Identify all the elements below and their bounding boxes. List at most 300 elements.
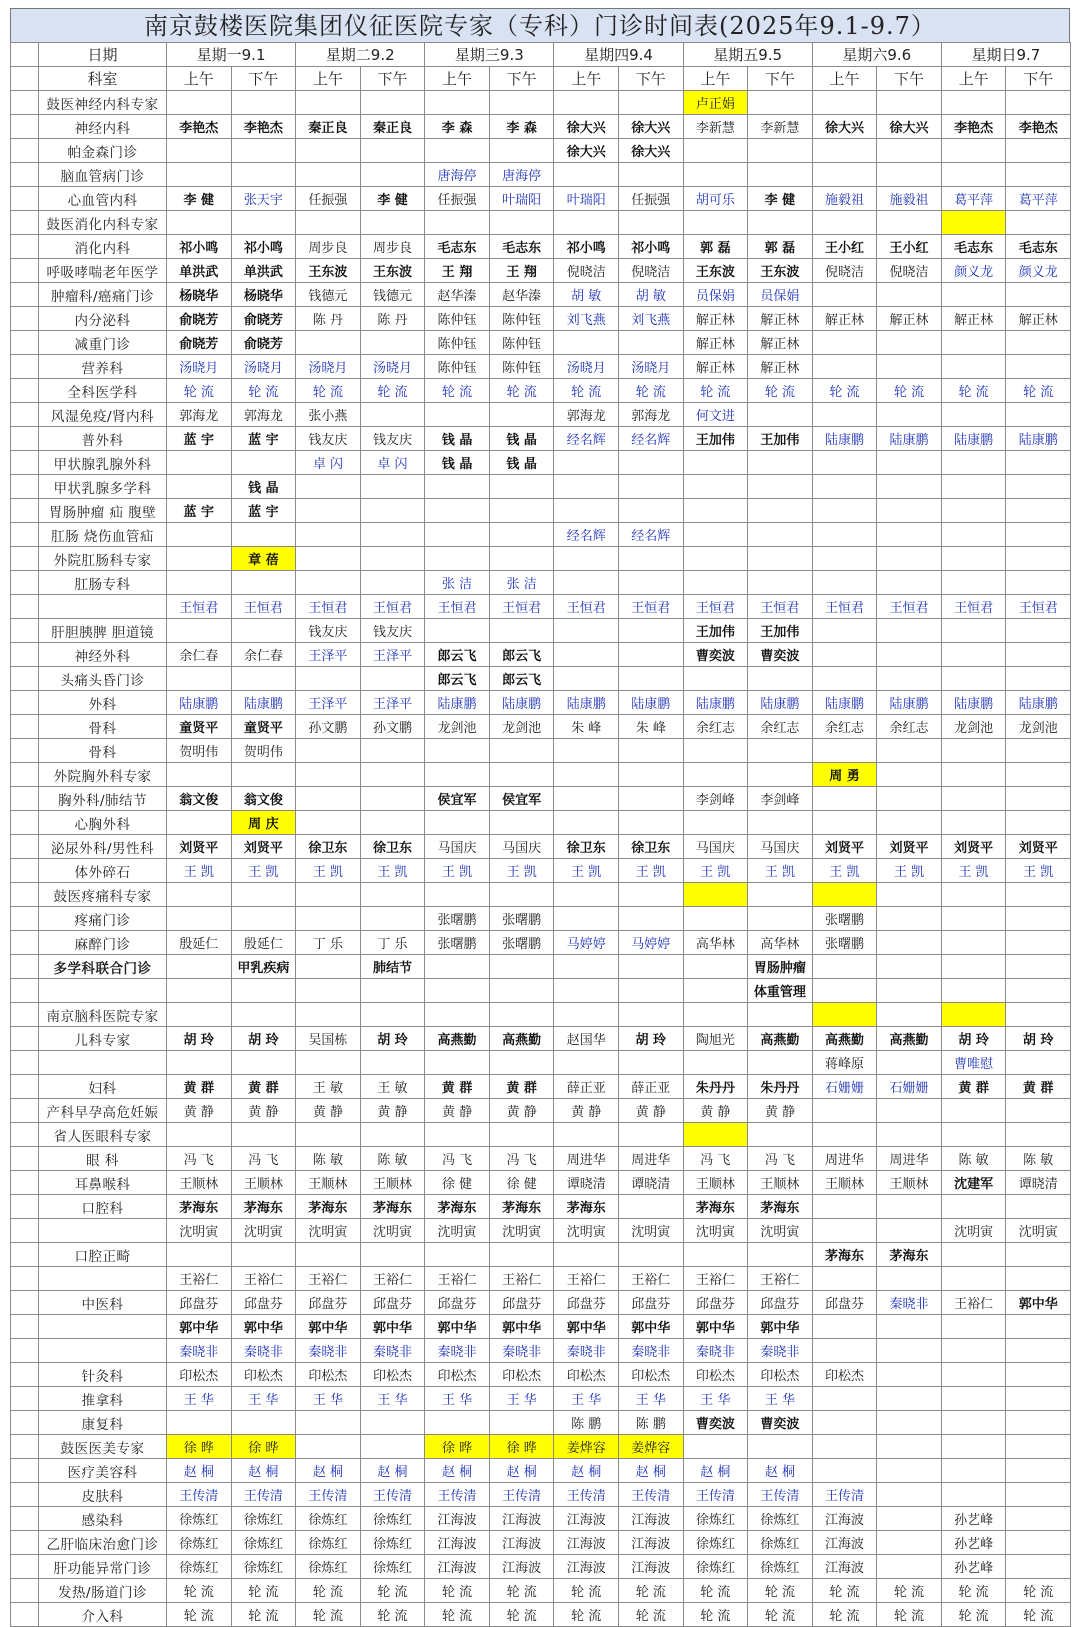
schedule-cell: 童贤平 [231,715,296,739]
schedule-cell: 祁小鸣 [167,235,232,259]
schedule-cell: 肺结节 [360,955,425,979]
schedule-cell [683,1123,748,1147]
schedule-cell: 邱盘芬 [489,1291,554,1315]
schedule-cell [877,1315,942,1339]
schedule-cell: 王东波 [296,259,361,283]
pm-label: 下午 [360,67,425,91]
schedule-cell: 印松杰 [489,1363,554,1387]
row-gutter [11,475,39,499]
schedule-cell: 李艳杰 [167,115,232,139]
schedule-cell: 王恒君 [489,595,554,619]
schedule-cell [812,1435,877,1459]
table-row [11,1219,1071,1243]
schedule-cell: 郭海龙 [167,403,232,427]
schedule-cell: 邱盘芬 [296,1291,361,1315]
schedule-cell: 王东波 [748,259,813,283]
schedule-cell: 毛志东 [489,235,554,259]
schedule-cell [877,955,942,979]
schedule-cell [167,811,232,835]
schedule-cell: 王裕仁 [748,1267,813,1291]
schedule-cell [167,475,232,499]
schedule-cell [360,883,425,907]
schedule-cell [360,91,425,115]
schedule-cell [812,1315,877,1339]
schedule-cell: 王 凯 [231,859,296,883]
pm-label: 下午 [231,67,296,91]
schedule-cell [360,163,425,187]
schedule-cell [683,667,748,691]
table-row [11,1531,1071,1555]
schedule-cell: 王 华 [231,1387,296,1411]
schedule-cell: 汤晓月 [296,355,361,379]
schedule-cell [618,787,683,811]
schedule-cell [877,1051,942,1075]
schedule-cell: 轮 流 [941,1579,1006,1603]
schedule-cell: 轮 流 [941,379,1006,403]
schedule-cell [296,139,361,163]
schedule-cell: 陈 丹 [360,307,425,331]
row-gutter [11,1075,39,1099]
table-row [11,1603,1071,1627]
schedule-cell [360,667,425,691]
row-gutter [11,979,39,1003]
schedule-cell [748,475,813,499]
schedule-cell: 徐卫东 [360,835,425,859]
table-row [11,451,1071,475]
schedule-cell: 高燕勤 [748,1027,813,1051]
schedule-cell: 孙艺峰 [941,1555,1006,1579]
schedule-cell [941,619,1006,643]
row-gutter [11,1411,39,1435]
schedule-cell: 余红志 [812,715,877,739]
schedule-cell [554,571,619,595]
schedule-cell: 轮 流 [618,379,683,403]
schedule-cell [941,499,1006,523]
schedule-cell: 周 勇 [812,763,877,787]
department-label: 外院肛肠科专家 [39,547,167,571]
table-row [11,1195,1071,1219]
schedule-cell [554,643,619,667]
dept-label: 科室 [39,67,167,91]
schedule-cell: 沈建军 [941,1171,1006,1195]
row-gutter [11,427,39,451]
schedule-cell: 沈明寅 [554,1219,619,1243]
schedule-cell [618,331,683,355]
department-label: 普外科 [39,427,167,451]
row-gutter [11,1243,39,1267]
schedule-cell [618,1243,683,1267]
schedule-cell: 王 凯 [425,859,490,883]
schedule-sheet [10,8,1070,1627]
schedule-cell [554,547,619,571]
schedule-cell: 赵 桐 [489,1459,554,1483]
schedule-cell: 李艳杰 [231,115,296,139]
schedule-cell [618,763,683,787]
schedule-cell [296,211,361,235]
schedule-cell [360,1123,425,1147]
department-label: 乙肝临床治愈门诊 [39,1531,167,1555]
schedule-cell [877,523,942,547]
schedule-cell: 陆康鹏 [167,691,232,715]
schedule-cell: 徐炼红 [231,1507,296,1531]
schedule-cell [425,1123,490,1147]
schedule-cell [812,1339,877,1363]
schedule-cell [1006,1387,1071,1411]
schedule-cell: 轮 流 [296,379,361,403]
schedule-cell [812,643,877,667]
schedule-cell: 轮 流 [231,1579,296,1603]
schedule-cell [167,763,232,787]
schedule-cell: 轮 流 [360,1579,425,1603]
schedule-cell [296,979,361,1003]
schedule-cell: 周进华 [554,1147,619,1171]
schedule-cell: 杨晓华 [167,283,232,307]
schedule-cell: 徐卫东 [296,835,361,859]
schedule-cell [425,1003,490,1027]
schedule-cell [231,1411,296,1435]
schedule-cell: 王传清 [231,1483,296,1507]
schedule-cell [231,907,296,931]
schedule-cell [489,979,554,1003]
schedule-cell: 赵 桐 [425,1459,490,1483]
schedule-cell: 余红志 [748,715,813,739]
schedule-cell: 郭中华 [231,1315,296,1339]
schedule-cell [167,163,232,187]
schedule-cell: 王恒君 [296,595,361,619]
department-label: 鼓医消化内科专家 [39,211,167,235]
schedule-cell [167,139,232,163]
schedule-cell [618,163,683,187]
schedule-cell [941,403,1006,427]
table-row [11,1507,1071,1531]
schedule-cell: 茅海东 [683,1195,748,1219]
schedule-cell [812,739,877,763]
schedule-cell [877,211,942,235]
schedule-cell [360,1435,425,1459]
table-row [11,1555,1071,1579]
schedule-cell: 徐 健 [425,1171,490,1195]
schedule-cell: 徐 晔 [425,1435,490,1459]
schedule-cell: 徐炼红 [748,1531,813,1555]
schedule-cell: 郭海龙 [618,403,683,427]
schedule-cell [360,739,425,763]
department-label: 外科 [39,691,167,715]
schedule-cell: 王恒君 [360,595,425,619]
schedule-cell [554,163,619,187]
schedule-cell: 徐炼红 [167,1555,232,1579]
schedule-cell: 江海波 [489,1555,554,1579]
schedule-cell: 解正林 [683,307,748,331]
table-row [11,1411,1071,1435]
schedule-cell: 邱盘芬 [683,1291,748,1315]
table-row [11,523,1071,547]
schedule-cell: 周进华 [618,1147,683,1171]
schedule-cell [877,355,942,379]
schedule-cell: 姜烨容 [554,1435,619,1459]
table-row [11,763,1071,787]
schedule-cell [167,979,232,1003]
schedule-cell: 郎云飞 [425,643,490,667]
table-row [11,1075,1071,1099]
schedule-cell: 徐炼红 [231,1555,296,1579]
schedule-cell: 沈明寅 [360,1219,425,1243]
row-gutter [11,1027,39,1051]
schedule-cell: 张曙鹏 [425,931,490,955]
schedule-cell [425,547,490,571]
department-label: 脑血管病门诊 [39,163,167,187]
schedule-cell: 陈 鹏 [618,1411,683,1435]
schedule-cell: 陆康鹏 [1006,691,1071,715]
department-label [39,1051,167,1075]
schedule-cell: 李剑峰 [683,787,748,811]
schedule-cell: 轮 流 [360,1603,425,1627]
department-label: 骨科 [39,739,167,763]
row-gutter [11,691,39,715]
schedule-cell [877,1411,942,1435]
schedule-cell [812,955,877,979]
schedule-cell: 员保娟 [683,283,748,307]
schedule-cell: 黄 静 [360,1099,425,1123]
schedule-cell: 王恒君 [618,595,683,619]
schedule-cell: 赵国华 [554,1027,619,1051]
schedule-cell [748,451,813,475]
schedule-cell [812,403,877,427]
schedule-cell [941,739,1006,763]
schedule-cell: 王泽平 [360,691,425,715]
schedule-cell: 马国庆 [748,835,813,859]
schedule-cell: 余红志 [683,715,748,739]
header-row-days [11,43,1071,67]
department-label: 疼痛门诊 [39,907,167,931]
schedule-cell: 王 华 [489,1387,554,1411]
schedule-cell: 王恒君 [877,595,942,619]
row-gutter [11,1483,39,1507]
schedule-cell: 张曙鹏 [425,907,490,931]
row-gutter [11,139,39,163]
schedule-cell: 郭中华 [425,1315,490,1339]
schedule-cell: 王传清 [554,1483,619,1507]
schedule-cell [489,499,554,523]
department-label: 心胸外科 [39,811,167,835]
row-gutter [11,283,39,307]
am-label: 上午 [167,67,232,91]
table-row [11,211,1071,235]
schedule-cell [1006,451,1071,475]
schedule-cell [812,91,877,115]
schedule-cell: 王 华 [618,1387,683,1411]
department-label: 甲状乳腺多学科 [39,475,167,499]
table-row [11,691,1071,715]
schedule-cell [812,787,877,811]
schedule-cell [425,139,490,163]
schedule-cell: 轮 流 [748,1579,813,1603]
schedule-cell: 江海波 [554,1555,619,1579]
schedule-cell [425,1411,490,1435]
schedule-cell: 秦晓非 [877,1291,942,1315]
schedule-cell [941,1099,1006,1123]
department-label: 妇科 [39,1075,167,1099]
schedule-cell [941,91,1006,115]
schedule-cell: 轮 流 [489,379,554,403]
schedule-cell: 王 华 [296,1387,361,1411]
schedule-cell [296,1411,361,1435]
schedule-cell [360,523,425,547]
schedule-cell [1006,1459,1071,1483]
schedule-cell: 马国庆 [425,835,490,859]
row-gutter [11,1147,39,1171]
schedule-cell: 钱友庆 [296,619,361,643]
schedule-cell: 孙艺峰 [941,1507,1006,1531]
schedule-cell [554,475,619,499]
schedule-cell: 王顺林 [812,1171,877,1195]
schedule-cell [554,499,619,523]
schedule-cell [296,547,361,571]
schedule-cell: 马国庆 [683,835,748,859]
schedule-cell: 贺明伟 [167,739,232,763]
schedule-cell: 殷延仁 [231,931,296,955]
table-row [11,859,1071,883]
schedule-cell: 钱 晶 [231,475,296,499]
schedule-cell: 龙剑池 [1006,715,1071,739]
schedule-cell [941,1267,1006,1291]
schedule-cell [360,331,425,355]
row-gutter [11,811,39,835]
schedule-cell: 王裕仁 [554,1267,619,1291]
schedule-cell [167,907,232,931]
schedule-cell: 刘贤平 [812,835,877,859]
schedule-cell: 叶瑞阳 [489,187,554,211]
schedule-cell [812,1123,877,1147]
schedule-cell [489,619,554,643]
schedule-cell [296,1435,361,1459]
schedule-cell: 龙剑池 [425,715,490,739]
schedule-cell [812,571,877,595]
schedule-cell [296,163,361,187]
schedule-cell [941,979,1006,1003]
schedule-cell: 徐炼红 [360,1531,425,1555]
schedule-cell: 沈明寅 [1006,1219,1071,1243]
schedule-cell: 解正林 [683,355,748,379]
schedule-cell: 沈明寅 [941,1219,1006,1243]
schedule-cell [554,811,619,835]
schedule-cell: 祁小鸣 [231,235,296,259]
schedule-cell: 王 凯 [618,859,683,883]
schedule-cell [748,667,813,691]
row-gutter [11,259,39,283]
row-gutter [11,763,39,787]
schedule-cell: 印松杰 [231,1363,296,1387]
schedule-cell: 汤晓月 [231,355,296,379]
schedule-cell: 黄 静 [554,1099,619,1123]
schedule-cell [554,1243,619,1267]
schedule-cell [1006,763,1071,787]
row-gutter [11,715,39,739]
schedule-cell: 秦晓非 [683,1339,748,1363]
schedule-cell: 黄 群 [231,1075,296,1099]
schedule-cell: 陈仲钰 [489,355,554,379]
schedule-cell: 钱德元 [360,283,425,307]
schedule-cell: 印松杰 [296,1363,361,1387]
schedule-cell [1006,931,1071,955]
schedule-cell [941,667,1006,691]
row-gutter [11,1267,39,1291]
schedule-cell [296,667,361,691]
schedule-cell [1006,571,1071,595]
table-row [11,643,1071,667]
schedule-cell: 龙剑池 [489,715,554,739]
schedule-cell [748,907,813,931]
table-row [11,571,1071,595]
am-label: 上午 [812,67,877,91]
schedule-cell [167,523,232,547]
schedule-cell: 秦晓非 [748,1339,813,1363]
schedule-cell [360,1411,425,1435]
row-gutter [11,1339,39,1363]
table-row [11,1315,1071,1339]
department-label: 呼吸哮喘老年医学 [39,259,167,283]
schedule-cell: 轮 流 [877,1579,942,1603]
schedule-cell: 徐炼红 [683,1531,748,1555]
row-gutter [11,1315,39,1339]
row-gutter [11,571,39,595]
schedule-cell: 冯 飞 [748,1147,813,1171]
schedule-cell [941,787,1006,811]
schedule-cell: 轮 流 [877,379,942,403]
schedule-cell [554,91,619,115]
schedule-cell [877,907,942,931]
schedule-cell: 徐炼红 [360,1555,425,1579]
schedule-cell [554,883,619,907]
schedule-cell: 江海波 [618,1531,683,1555]
table-row [11,835,1071,859]
schedule-cell: 曹奕波 [748,1411,813,1435]
schedule-cell [554,451,619,475]
table-row [11,1051,1071,1075]
schedule-cell: 轮 流 [812,379,877,403]
schedule-cell: 任振强 [296,187,361,211]
schedule-cell: 颜义龙 [941,259,1006,283]
row-gutter [11,787,39,811]
schedule-cell [618,667,683,691]
schedule-cell [683,523,748,547]
schedule-cell: 茅海东 [231,1195,296,1219]
schedule-cell: 徐卫东 [554,835,619,859]
schedule-cell [167,619,232,643]
schedule-cell: 解正林 [812,307,877,331]
schedule-cell [554,667,619,691]
schedule-cell [554,907,619,931]
schedule-cell: 任振强 [618,187,683,211]
schedule-cell: 王顺林 [877,1171,942,1195]
schedule-cell [1006,1267,1071,1291]
schedule-cell: 陆康鹏 [812,691,877,715]
department-label: 肝功能异常门诊 [39,1555,167,1579]
schedule-cell [941,931,1006,955]
schedule-cell [1006,1123,1071,1147]
department-label: 发热/肠道门诊 [39,1579,167,1603]
schedule-cell: 翁文俊 [231,787,296,811]
schedule-cell: 轮 流 [748,379,813,403]
schedule-cell: 张 洁 [489,571,554,595]
schedule-cell [941,811,1006,835]
schedule-cell [296,955,361,979]
schedule-cell [877,1435,942,1459]
schedule-cell: 郭中华 [1006,1291,1071,1315]
schedule-cell: 王传清 [683,1483,748,1507]
schedule-cell [618,883,683,907]
schedule-cell [167,955,232,979]
schedule-cell: 王泽平 [296,643,361,667]
